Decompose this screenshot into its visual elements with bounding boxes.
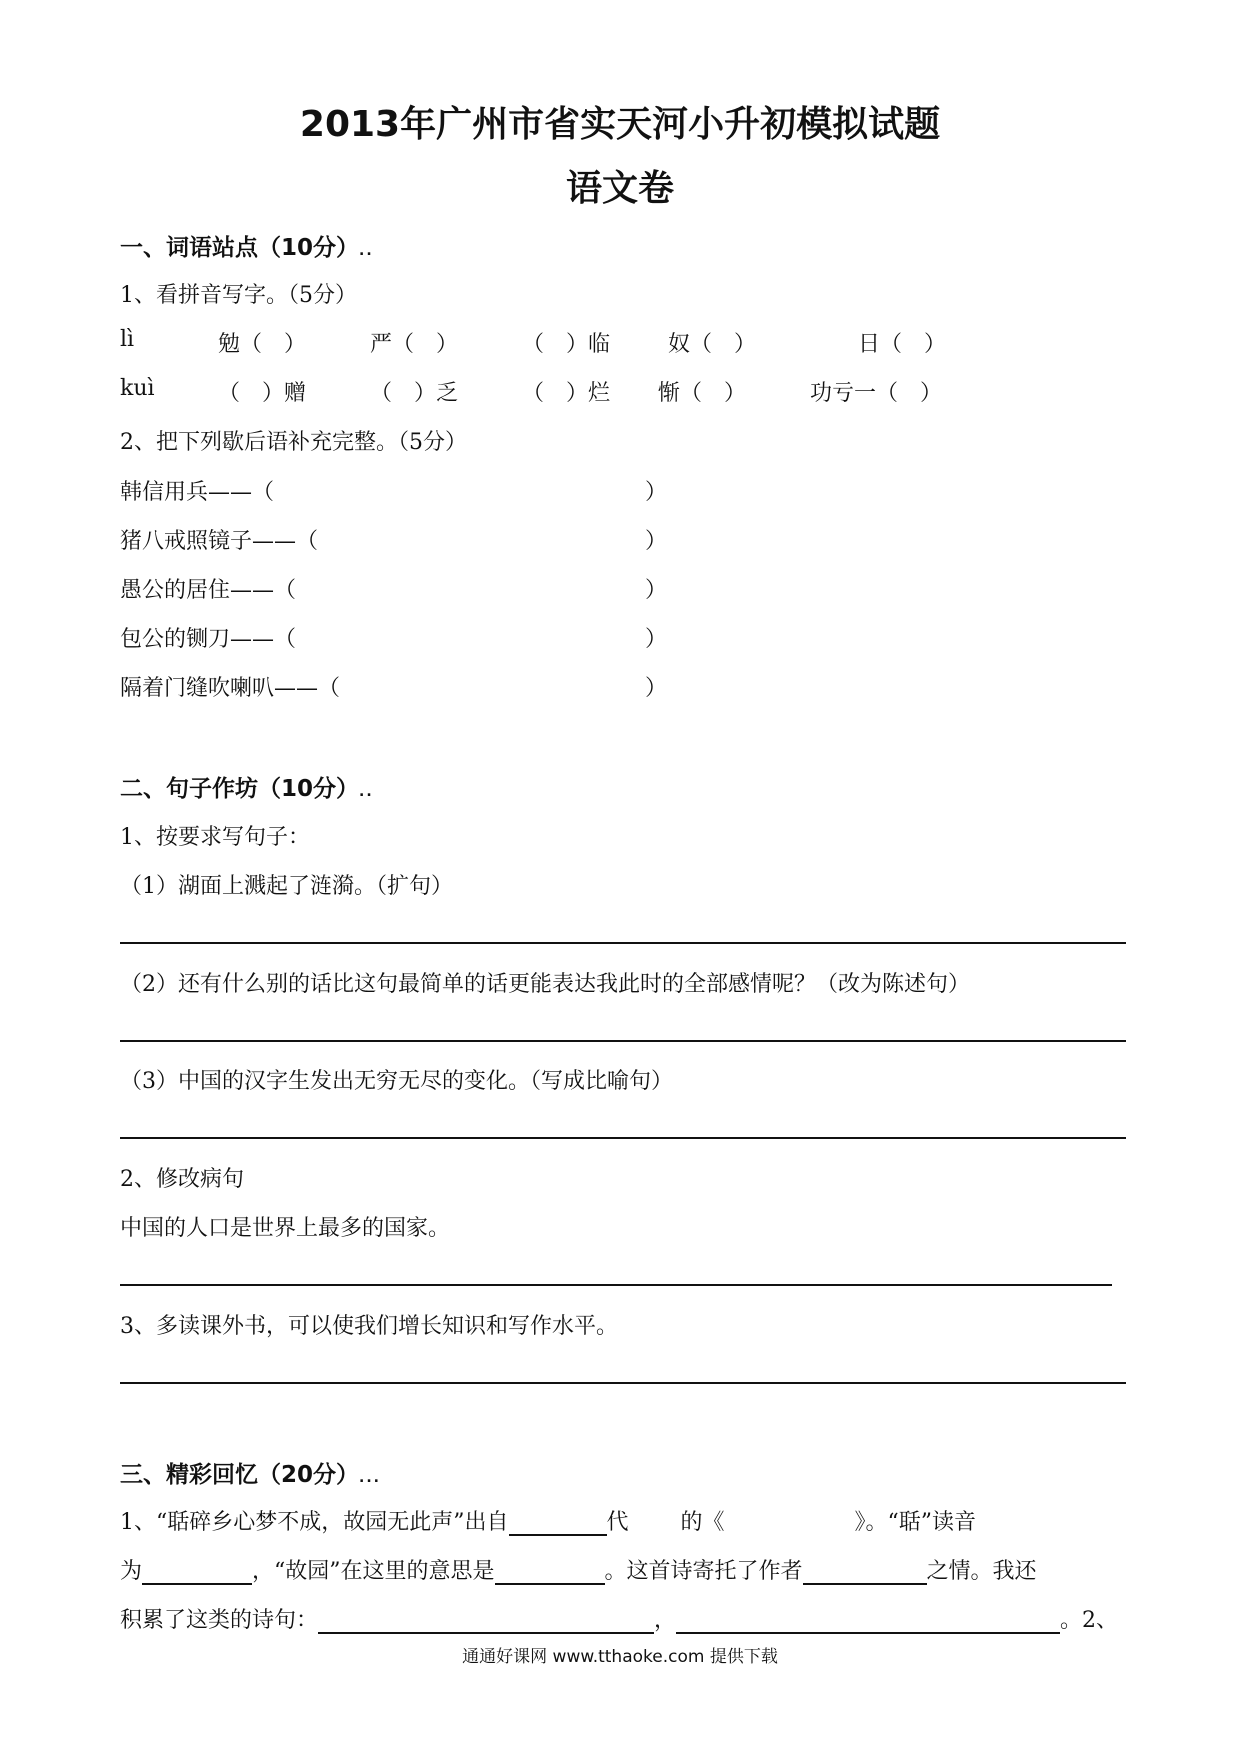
section-2-title: 二、句子作坊（10分） (120, 776, 360, 802)
li-item-1: 勉（ ） (218, 332, 307, 357)
answer-line-2[interactable] (120, 1040, 1126, 1042)
footer-text: 通通好课网 www.tthaoke.com 提供下载 (462, 1647, 778, 1667)
xiehouyu-4-close: ） (645, 627, 668, 652)
s3-q1-text-k: 。2、 (1060, 1608, 1119, 1633)
xiehouyu-2: 猪八戒照镜子——（ (120, 529, 319, 554)
section-1-heading (120, 229, 374, 262)
s2-q3-prompt: 3、多读课外书，可以使我们增长知识和写作水平。 (120, 1314, 618, 1339)
s3-q1-text-a: 1、“聒碎乡心梦不成，故园无此声”出自 (120, 1510, 509, 1535)
xiehouyu-1-close: ） (645, 480, 668, 505)
blank-pronunciation[interactable] (142, 1561, 252, 1585)
xiehouyu-5: 隔着门缝吹喇叭——（ (120, 676, 341, 701)
s3-q1-text-g: 。这首诗寄托了作者 (604, 1559, 803, 1584)
blank-feeling[interactable] (803, 1561, 927, 1585)
kui-item-4: 惭（ ） (658, 381, 747, 406)
section-3-dots: ... (359, 1470, 381, 1486)
section-1-title: 一、词语站点（10分） (120, 235, 360, 261)
li-item-5: 日（ ） (858, 332, 947, 357)
s3-q1-line2 (120, 1554, 1037, 1585)
answer-line-3[interactable] (120, 1137, 1126, 1139)
exam-title: 2013年广州市省实天河小升初模拟试题 (299, 104, 941, 145)
answer-line-5[interactable] (120, 1382, 1126, 1384)
s1-q1-prompt: 1、看拼音写字。（5分） (120, 283, 357, 308)
s3-q1-text-c: 的《 (680, 1510, 725, 1535)
s2-q1-item-2: （2）还有什么别的话比这句最简单的话更能表达我此时的全部感情呢？（改为陈述句） (120, 972, 970, 997)
pinyin-li: lì (120, 327, 135, 352)
xiehouyu-3-close: ） (645, 578, 668, 603)
s3-q1-text-d: 》。“聒”读音 (854, 1510, 977, 1535)
answer-line-4[interactable] (120, 1284, 1112, 1286)
section-3-heading (120, 1456, 381, 1489)
s2-q2-sentence: 中国的人口是世界上最多的国家。 (120, 1216, 451, 1241)
s3-q1-line3 (120, 1603, 1118, 1634)
li-item-3: （ ）临 (522, 332, 611, 357)
s3-q1-text-b: 代 (606, 1510, 629, 1535)
blank-poem-line-1[interactable] (318, 1610, 654, 1634)
section-2-dots: .. (359, 784, 374, 800)
s2-q1-item-3: （3）中国的汉字生发出无穷无尽的变化。（写成比喻句） (120, 1069, 673, 1094)
s3-q1-text-i: 积累了这类的诗句： (120, 1608, 319, 1633)
li-item-2: 严（ ） (370, 332, 459, 357)
s2-q1-item-1: （1）湖面上溅起了涟漪。（扩句） (120, 874, 453, 899)
answer-line-1[interactable] (120, 942, 1126, 944)
xiehouyu-2-close: ） (645, 529, 668, 554)
xiehouyu-4: 包公的铡刀——（ (120, 627, 297, 652)
pinyin-kui: kuì (120, 376, 155, 401)
blank-poem-line-2[interactable] (676, 1610, 1060, 1634)
xiehouyu-5-close: ） (645, 676, 668, 701)
s3-q1-text-j: ， (654, 1608, 677, 1633)
s2-q1-prompt: 1、按要求写句子： (120, 825, 310, 850)
section-3-title: 三、精彩回忆（20分） (120, 1462, 360, 1488)
kui-item-5: 功亏一（ ） (810, 381, 943, 406)
kui-item-1: （ ）赠 (218, 381, 307, 406)
section-1-dots: .. (359, 243, 374, 259)
s3-q1-text-h: 之情。我还 (926, 1559, 1037, 1584)
s3-q1-text-e: 为 (120, 1559, 143, 1584)
section-2-heading (120, 770, 374, 803)
xiehouyu-1: 韩信用兵——（ (120, 480, 275, 505)
s2-q2-prompt: 2、修改病句 (120, 1167, 244, 1192)
li-item-4: 奴（ ） (668, 332, 757, 357)
exam-subtitle: 语文卷 (565, 168, 674, 209)
blank-meaning[interactable] (495, 1561, 605, 1585)
s1-q2-prompt: 2、把下列歇后语补充完整。（5分） (120, 430, 467, 455)
xiehouyu-3: 愚公的居住——（ (120, 578, 297, 603)
kui-item-3: （ ）烂 (522, 381, 611, 406)
s3-q1-line1 (120, 1505, 976, 1536)
blank-dynasty[interactable] (509, 1512, 607, 1536)
s3-q1-text-f: ，“故园”在这里的意思是 (252, 1559, 495, 1584)
kui-item-2: （ ）乏 (370, 381, 459, 406)
